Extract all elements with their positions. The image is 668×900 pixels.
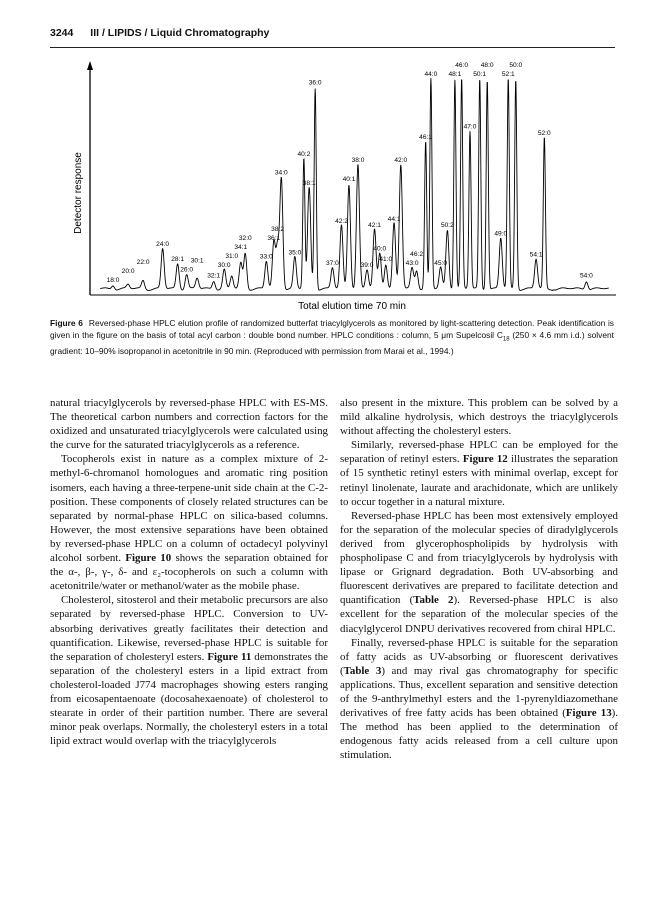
peak-label: 42:2 xyxy=(335,218,348,225)
paragraph-text: ) and may rival gas chromatography for specific applications. Thus, excellent separation and sensitive detection of the 9-anthrylmethyl esters and the 1-pyrenyldiazomethane derivatives of free fatty acids has been obtained ( xyxy=(340,664,618,720)
peak-label: 44:0 xyxy=(424,71,438,78)
peak-label: 50:1 xyxy=(473,71,487,78)
peak-label: 33:0 xyxy=(259,253,273,261)
caption-text-cont: (250 × 4.6 mm i.d.) solvent gradient: 10–90% isopropanol in acetonitrile in 90 min. (Reproduced with permission from Marai et al., 1994.) xyxy=(50,329,614,356)
chromatogram-chart xyxy=(50,58,630,313)
peak-label: 47:0 xyxy=(463,123,477,131)
peak-label: 49:0 xyxy=(494,230,508,238)
paragraph xyxy=(340,396,618,438)
peak-label: 45:0 xyxy=(434,260,448,267)
paragraph-text: illustrates the separation of 15 synthetic retinyl esters with minimal overlap, except for retinyl linolenate, laurate and arachidonate, which are unlikely to occur together in a natural mixture. xyxy=(340,453,618,508)
paragraph-text: shows the separation obtained for the α-, β-, γ-, δ- and ε₂-tocopherols on such a column with acetonitrile/water or methanol/water as the mobile phase. xyxy=(50,552,328,593)
figure-caption xyxy=(50,318,614,357)
peak-label: 30:1 xyxy=(190,257,204,265)
figure-label: Figure 6 xyxy=(50,318,83,328)
peak-label: 31:0 xyxy=(225,253,239,261)
peak-label: 52:0 xyxy=(537,129,551,137)
peak-label: 22:0 xyxy=(136,258,150,266)
paragraph xyxy=(340,509,618,636)
peak-label: 43:0 xyxy=(405,260,419,267)
peak-label: 48:1 xyxy=(448,71,462,78)
cross-reference: Figure 11 xyxy=(207,650,252,663)
peak-label: 46:2 xyxy=(410,251,424,258)
peak-label: 40:2 xyxy=(297,150,311,158)
peak-label: 32:0 xyxy=(238,235,252,243)
x-axis-label: Total elution time 70 min xyxy=(298,301,406,312)
peak-label: 54:1 xyxy=(529,251,543,259)
section-title: III / LIPIDS / Liquid Chromatography xyxy=(90,27,270,39)
paragraph-text: Cholesterol, sitosterol and their metabolic precursors are also separated by reversed-phase HPLC. Conversion to UV-absorbing derivatives greatly facilitates their detection and quantification. Likewise, reversed-phase HPLC is suitable for the separation of cholesteryl esters. xyxy=(50,594,328,663)
paragraph xyxy=(50,452,328,593)
page-number: 3244 xyxy=(50,27,74,39)
peak-label: 24:0 xyxy=(156,241,170,249)
paragraph xyxy=(50,593,328,748)
cross-reference: Figure 12 xyxy=(462,453,508,466)
paragraph xyxy=(50,396,328,452)
peak-label: 41:0 xyxy=(379,255,393,263)
peak-label: 35:0 xyxy=(288,249,302,257)
peak-label: 30:0 xyxy=(217,262,231,270)
running-head xyxy=(50,27,615,48)
cross-reference: Table 2 xyxy=(413,594,454,607)
peak-label: 34:1 xyxy=(234,244,248,252)
paragraph-text: Reversed-phase HPLC has been most extensively employed for the separation of the molecular species of diradylglycerols derived from glycerophospholipids by hydrolysis with phospholipase C and from triacylglycerols by hydrolysis with lipase or Grignard degradation. Both UV-absorbing and fluorescent derivatives are prepared to facilitate detection and quantification ( xyxy=(340,509,618,607)
y-axis-label: Detector response xyxy=(73,152,84,234)
peak-label: 38:1 xyxy=(302,180,316,188)
peak-label: 52:1 xyxy=(501,71,515,78)
peak-label: 36:1 xyxy=(267,234,281,242)
peak-label: 42:0 xyxy=(394,157,408,165)
peak-label: 32:1 xyxy=(207,272,221,280)
peak-label: 18:0 xyxy=(106,276,120,284)
peak-label: 37:0 xyxy=(325,260,339,267)
peak-label: 50:2 xyxy=(440,222,454,230)
paragraph-text: Similarly, reversed-phase HPLC can be employed for the separation of retinyl esters. xyxy=(340,439,618,466)
peak-label: 54:0 xyxy=(579,272,593,280)
peak-label: 44:1 xyxy=(387,215,401,223)
peak-label: 39:0 xyxy=(360,262,374,270)
peak-labels xyxy=(107,62,594,284)
left-text-column xyxy=(50,396,328,748)
caption-subscript: 18 xyxy=(502,336,510,343)
paragraph xyxy=(340,636,618,763)
paragraph-text: ). The method has been applied to the determination of endogenous fatty acids released from a cell culture upon stimulation. xyxy=(340,707,619,762)
peak-label: 26:0 xyxy=(180,266,194,274)
peak-label: 42:1 xyxy=(368,222,381,230)
peak-label: 38:2 xyxy=(271,225,285,233)
peak-label: 46:1 xyxy=(419,134,433,141)
paragraph xyxy=(340,438,618,508)
peak-label: 34:0 xyxy=(274,169,288,177)
cross-reference: Table 3 xyxy=(343,664,382,677)
peak-label: 46:0 xyxy=(455,62,469,69)
peak-label: 36:0 xyxy=(308,79,322,87)
paragraph-text: natural triacylglycerols by reversed-phase HPLC with ES-MS. The theoretical carbon numbers and correction factors for the oxidized and unsaturated triacylglycerols were calculated using the curve for the saturated triacylglycerols as a reference. xyxy=(50,397,328,452)
y-axis-arrowhead xyxy=(87,61,93,70)
peak-label: 50:0 xyxy=(509,62,523,69)
peak-label: 20:0 xyxy=(121,267,135,275)
paragraph-text: ). Reversed-phase HPLC is also excellent for the separation of the molecular species of the diacylglycerol DNPU derivatives recovered from chiral HPLC. xyxy=(340,594,618,635)
paragraph-text: Finally, reversed-phase HPLC is suitable for the separation of fatty acids as UV-absorbing or fluorescent derivatives ( xyxy=(340,636,618,677)
paragraph-text: Tocopherols exist in nature as a complex mixture of 2-methyl-6-chromanol homologues and aromatic ring position isomers, each having a three-terpene-unit side chain at the C-2-position. These components of closely related structures can be separated by normal-phase HPLC on silica-based columns. However, the most extensive separations have been obtained by reversed-phase HPLC on a column of octadecyl polyvinyl alcohol sorbent. xyxy=(50,453,328,565)
cross-reference: Figure 10 xyxy=(125,552,172,565)
peak-label: 40:0 xyxy=(373,245,387,253)
peak-label: 48:0 xyxy=(480,62,494,69)
paragraph-text: also present in the mixture. This problem can be solved by a mild alkaline hydrolysis, which destroys the triacylglycerols without affecting the cholesteryl esters. xyxy=(340,397,618,438)
peak-label: 28:1 xyxy=(171,255,185,263)
right-text-column xyxy=(340,396,618,762)
peak-label: 38:0 xyxy=(351,157,365,165)
peak-label: 40:1 xyxy=(342,176,356,183)
cross-reference: Figure 13 xyxy=(565,707,612,720)
caption-text: Reversed-phase HPLC elution profile of randomized butterfat triacylglycerols as monitored by light-scattering detection. Peak identification is given in the figure on the basis of total acyl carbon : double bond number. HPLC conditions : column, 5 μm Supelcosil C xyxy=(50,318,614,340)
paragraph-text: demonstrates the separation of the cholesteryl esters in a lipid extract from cholesterol-loaded J774 macrophages showing esters ranging from eicosapentaenoate (docosahexaenoate) of cholesterol to stearate in order of their partition number. There are several minor peak overlaps. Normally, the cholesteryl esters in a total lipid extract would overlap with the triacylglycerols xyxy=(50,650,328,748)
